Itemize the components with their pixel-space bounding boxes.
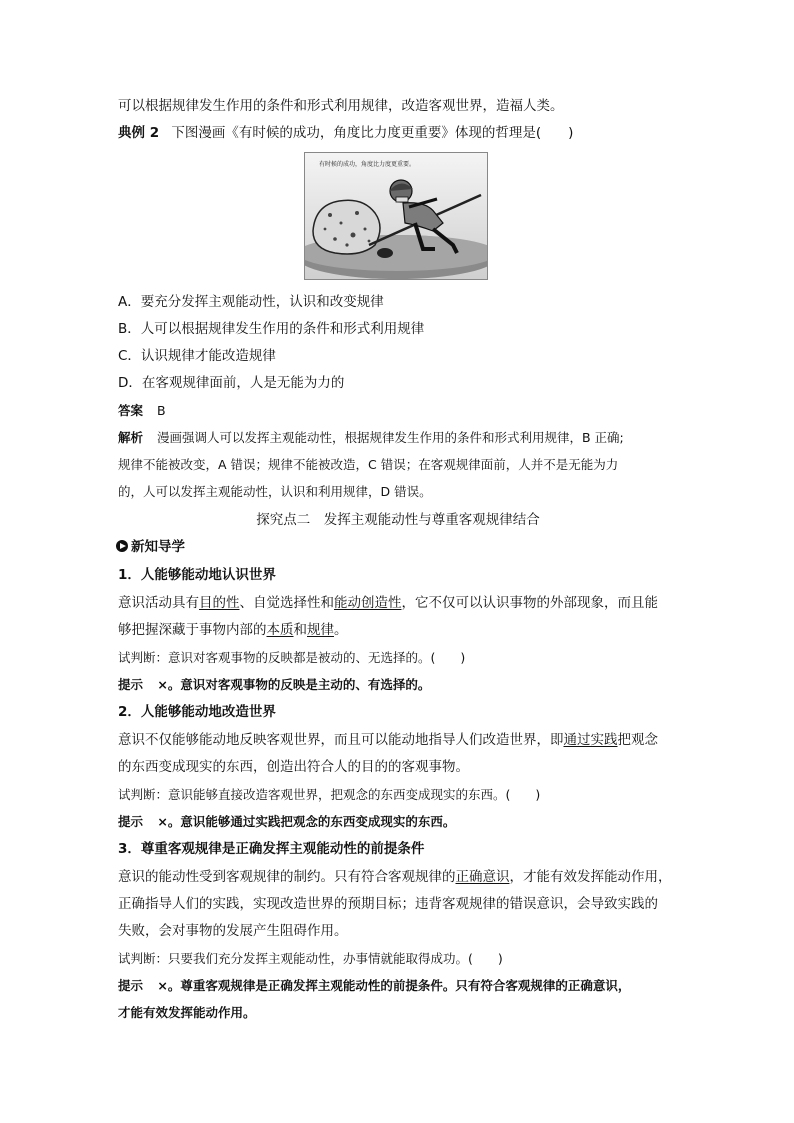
point-2-title: 2．人能够能动地改造世界 — [118, 704, 276, 720]
example-label: 典例 2 — [118, 125, 160, 141]
answer-line — [118, 402, 678, 420]
point-1-hint — [118, 676, 678, 694]
analysis-line-1 — [118, 429, 678, 447]
answer-label: 答案 — [118, 403, 144, 418]
analysis-line-3: 的，人可以发挥主观能动性，认识和利用规律，D 错误。 — [118, 484, 432, 499]
point-1-judge: 试判断：意识对客观事物的反映都是被动的、无选择的。( ) — [118, 650, 466, 665]
underlined-term: 本质 — [266, 622, 294, 638]
underlined-term: 通过实践 — [563, 732, 618, 748]
hint-label: 提示 — [118, 978, 144, 993]
play-circle-icon — [116, 540, 128, 552]
point-3-body-1 — [118, 868, 678, 886]
analysis-line-2: 规律不能被改变，A 错误；规律不能被改造，C 错误；在客观规律面前，人并不是无能为力 — [118, 457, 619, 472]
point-3-title: 3．尊重客观规律是正确发挥主观能动性的前提条件 — [118, 841, 425, 857]
option-d: D．在客观规律面前，人是无能为力的 — [118, 375, 345, 391]
point-3-body-3: 失败，会对事物的发展产生阻碍作用。 — [118, 923, 348, 939]
point-2-body-2: 的东西变成现实的东西，创造出符合人的目的的客观事物。 — [118, 759, 469, 775]
point-2-hint — [118, 813, 678, 831]
point-1-title: 1．人能够能动地认识世界 — [118, 567, 276, 583]
point-3-body-2: 正确指导人们的实践，实现改造世界的预期目标；违背客观规律的错误意识，会导致实践的 — [118, 896, 658, 912]
point-1-body-2 — [118, 621, 678, 639]
text-span: 意识的能动性受到客观规律的制约。只有符合客观规律的 — [118, 869, 456, 885]
example-question: 下图漫画《有时候的成功，角度比力度更重要》体现的哲理是( ) — [171, 125, 574, 141]
hint-text: ×。尊重客观规律是正确发挥主观能动性的前提条件。只有符合客观规律的正确意识， — [157, 978, 631, 993]
example-question-line — [118, 124, 678, 142]
text-span: 够把握深藏于事物内部的 — [118, 622, 267, 638]
section-title: 探究点二 发挥主观能动性与尊重客观规律结合 — [256, 512, 540, 528]
analysis-text: 漫画强调人可以发挥主观能动性，根据规律发生作用的条件和形式利用规律，B 正确; — [157, 430, 624, 445]
text-span: ，它不仅可以认识事物的外部现象，而且能 — [401, 595, 658, 611]
point-3-hint-1 — [118, 977, 678, 995]
option-c: C．认识规律才能改造规律 — [118, 348, 276, 364]
guide-heading-line — [116, 538, 676, 556]
point-3-judge: 试判断：只要我们充分发挥主观能动性，办事情就能取得成功。( ) — [118, 951, 503, 966]
point-3-hint-2: 才能有效发挥能动作用。 — [118, 1005, 256, 1020]
option-a: A．要充分发挥主观能动性，认识和改变规律 — [118, 294, 384, 310]
text-span: 。 — [334, 622, 348, 638]
hint-label: 提示 — [118, 814, 144, 829]
text-span: 意识活动具有 — [118, 595, 199, 611]
analysis-label: 解析 — [118, 430, 144, 445]
underlined-term: 正确意识 — [455, 869, 510, 885]
underlined-term: 规律 — [307, 622, 334, 638]
text-span: 、自觉选择性和 — [239, 595, 334, 611]
hint-text: ×。意识对客观事物的反映是主动的、有选择的。 — [157, 677, 431, 692]
cartoon-image — [304, 152, 488, 280]
text-span: 和 — [293, 622, 307, 638]
text-span: 把观念 — [617, 732, 658, 748]
point-2-body-1 — [118, 731, 678, 749]
text-span: 意识不仅能够能动地反映客观世界，而且可以能动地指导人们改造世界，即 — [118, 732, 564, 748]
hint-label: 提示 — [118, 677, 144, 692]
guide-heading: 新知导学 — [131, 539, 185, 555]
answer-value: B — [157, 403, 166, 418]
point-2-judge: 试判断：意识能够直接改造客观世界，把观念的东西变成现实的东西。( ) — [118, 787, 541, 802]
cartoon-caption: 有时候的成功，角度比力度更重要。 — [319, 161, 416, 168]
intro-line: 可以根据规律发生作用的条件和形式利用规律，改造客观世界，造福人类。 — [118, 98, 564, 114]
option-b: B．人可以根据规律发生作用的条件和形式利用规律 — [118, 321, 425, 337]
underlined-term: 目的性 — [199, 595, 240, 611]
text-span: ，才能有效发挥能动作用， — [509, 869, 672, 885]
point-1-body-1 — [118, 594, 678, 612]
underlined-term: 能动创造性 — [334, 595, 402, 611]
hint-text: ×。意识能够通过实践把观念的东西变成现实的东西。 — [157, 814, 456, 829]
